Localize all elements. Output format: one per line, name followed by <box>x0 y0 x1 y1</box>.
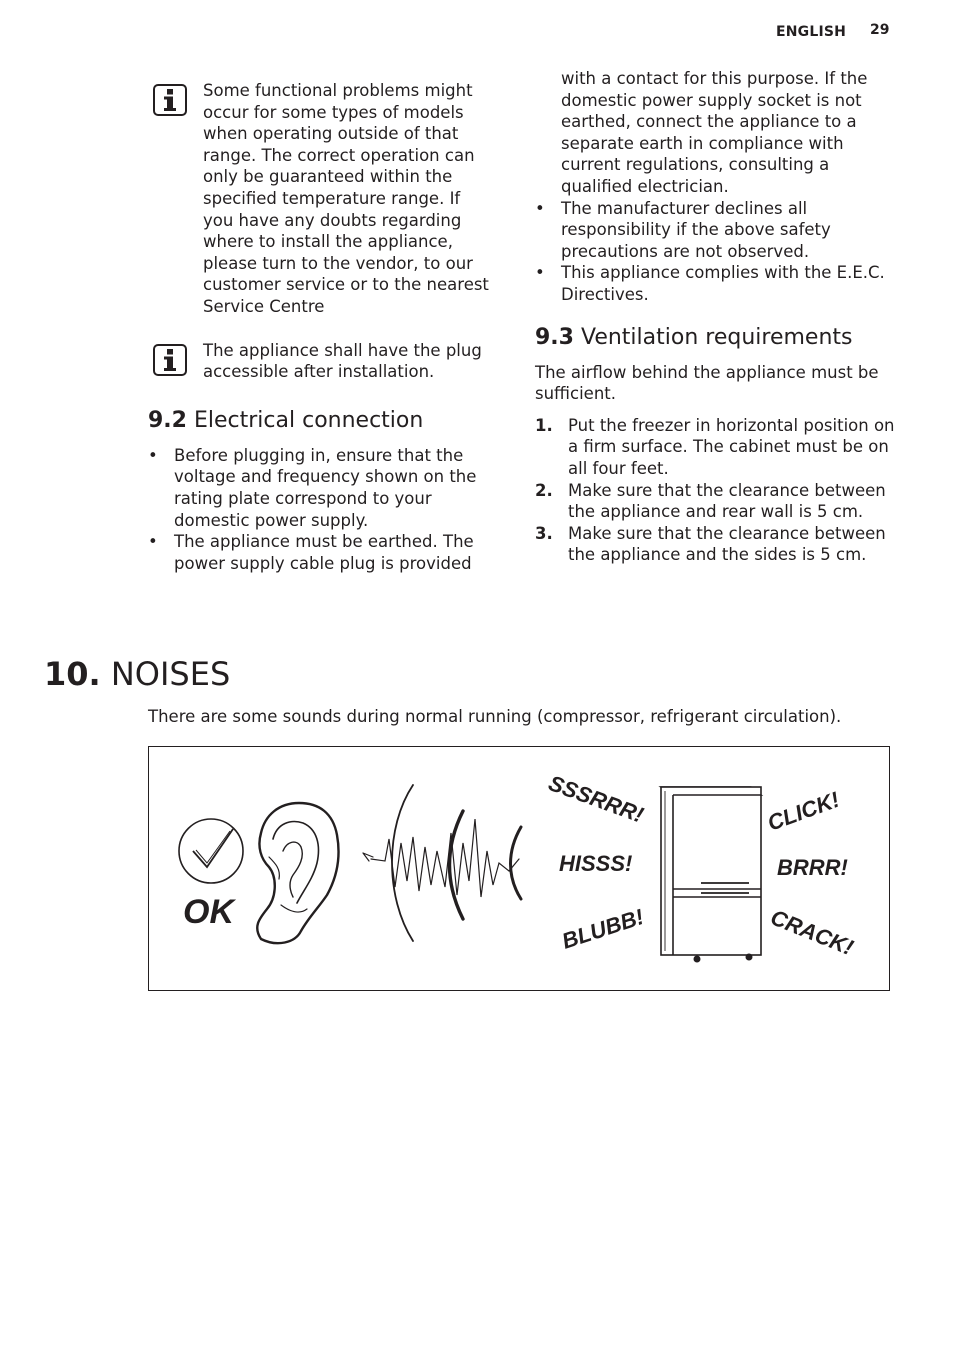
section-heading-ventilation <box>535 324 895 352</box>
info-note-plug <box>148 340 493 383</box>
section-number: 9.2 <box>148 407 187 433</box>
section-title: Ventilation requirements <box>580 324 853 350</box>
step-text: Make sure that the clearance between the appliance and rear wall is 5 cm. <box>568 480 886 522</box>
step-item <box>535 523 895 566</box>
continued-text: with a contact for this purpose. If the domestic power supply socket is not earthed, connect the appliance to a separate earth in compliance with current regulations, consulting a qualified electrician. <box>561 69 868 196</box>
chapter-number: 10. <box>44 655 101 693</box>
step-number: 3. <box>535 523 553 543</box>
section-heading-electrical <box>148 407 493 435</box>
left-column <box>148 80 493 574</box>
info-note-text: The appliance shall have the plug accessible after installation. <box>203 340 482 382</box>
sound-label-blubb: BLUBB! <box>558 903 647 954</box>
step-item <box>535 415 895 480</box>
info-note-temperature <box>148 80 493 318</box>
list-item: • The appliance must be earthed. The power supply cable plug is provided <box>148 531 493 574</box>
list-item: • Before plugging in, ensure that the voltage and frequency shown on the rating plate correspond to your domestic power supply. <box>148 445 493 531</box>
fridge-icon <box>661 787 761 962</box>
checkmark-circle-icon <box>179 819 243 883</box>
list-item: • The manufacturer declines all responsibility if the above safety precautions are not observed. <box>535 198 895 263</box>
step-text: Put the freezer in horizontal position on a firm surface. The cabinet must be on all four feet. <box>568 415 895 478</box>
info-icon <box>153 344 187 376</box>
info-note-text: Some functional problems might occur for some types of models when operating outside of that range. The correct operation can only be guaranteed within the specified temperature range. If you have any doubts regarding where to install the appliance, please turn to the vendor, to our customer service or to the nearest Service Centre <box>203 81 489 316</box>
step-number: 2. <box>535 480 553 500</box>
electrical-bullet-list <box>148 445 493 575</box>
ear-icon <box>257 803 338 943</box>
sound-label-click: CLICK! <box>764 786 843 836</box>
sound-label-crack: CRACK! <box>767 904 857 961</box>
noises-illustration-svg <box>149 747 889 990</box>
chapter-title: NOISES <box>110 655 231 693</box>
sound-label-brrr: BRRR! <box>777 855 848 880</box>
sound-label-hisss: HISSS! <box>559 851 633 876</box>
header-language: ENGLISH <box>776 24 847 40</box>
right-column <box>535 68 895 566</box>
sound-label-sssrrr: SSSRRR! <box>545 770 647 828</box>
chapter-intro: There are some sounds during normal running (compressor, refrigerant circulation). <box>148 707 842 726</box>
info-icon <box>153 84 187 116</box>
page-number: 29 <box>870 22 890 38</box>
sound-wave-icon <box>363 785 521 941</box>
safety-bullet-list <box>535 198 895 306</box>
noises-illustration <box>148 746 890 991</box>
chapter-heading-noises <box>44 654 230 694</box>
ventilation-intro: The airflow behind the appliance must be sufficient. <box>535 362 879 404</box>
ok-label: OK <box>183 893 234 931</box>
step-text: Make sure that the clearance between the appliance and the sides is 5 cm. <box>568 523 886 565</box>
list-item: • This appliance complies with the E.E.C. Directives. <box>535 262 895 305</box>
step-number: 1. <box>535 415 553 435</box>
section-title: Electrical connection <box>193 407 424 433</box>
section-number: 9.3 <box>535 324 574 350</box>
step-item <box>535 480 895 523</box>
ventilation-steps <box>535 415 895 566</box>
